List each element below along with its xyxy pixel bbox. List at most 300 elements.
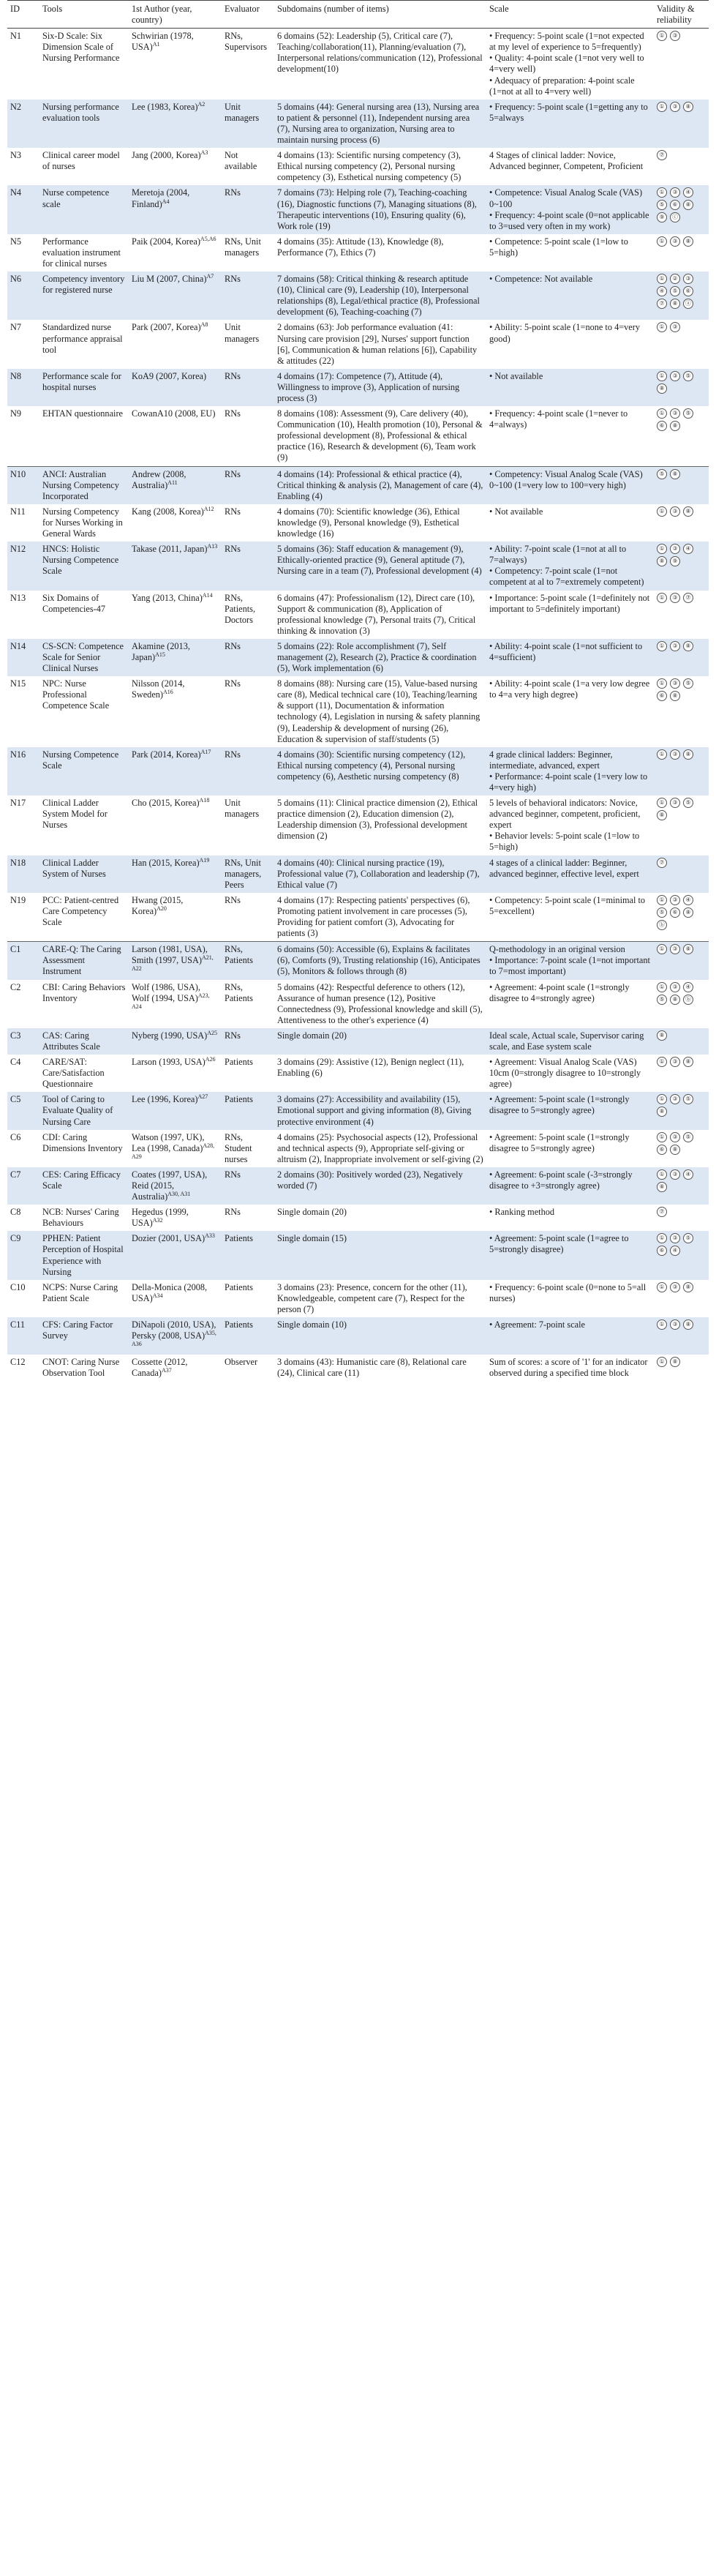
validity-marker-icon: ⑤: [683, 678, 693, 689]
cell-validity: [654, 29, 709, 100]
cell-tool: PPHEN: Patient Perception of Hospital Experience with Nursing: [39, 1231, 129, 1279]
cell-id: N17: [10, 798, 26, 809]
cell-validity: [654, 369, 709, 406]
validity-marker-icon: ③: [670, 641, 680, 651]
cell-author: [129, 504, 222, 542]
cell-author: [129, 466, 222, 504]
cell-scale: [486, 320, 654, 368]
author-text: Park (2014, Korea): [132, 749, 201, 760]
scale-line: • Ability: 4-point scale (1=a very low degree to 4=a very high degree): [489, 678, 650, 700]
cell-author: [129, 980, 222, 1028]
author-reference: A5,A6: [200, 235, 216, 242]
cell-subdomains: Single domain (15): [274, 1231, 486, 1279]
author-reference: A16: [163, 689, 173, 696]
cell-evaluator: RNs: [225, 894, 241, 905]
cell-id: N12: [7, 542, 39, 590]
author-text: Nyberg (1990, USA): [132, 1030, 208, 1041]
author-reference: A32: [152, 1217, 163, 1224]
cell-subdomains: 4 domains (14): Professional & ethical practice (4), Critical thinking & analysis (2), Management of care (4), Enabling (4): [274, 466, 486, 504]
author-reference: A4: [162, 198, 170, 205]
author-reference: A34: [152, 1292, 163, 1299]
cell-subdomains: Single domain (20): [277, 1207, 347, 1218]
scale-line: • Agreement: 5-point scale (1=agree to 5=strongly disagree): [489, 1233, 629, 1255]
cell-author: [129, 406, 222, 466]
cell-evaluator: RNs, Patients: [225, 981, 253, 1003]
cell-subdomains: 7 domains (58): Critical thinking & research aptitude (10), Clinical care (9), Leadership (10), Interpersonal relationships (8), Legal/ethical practice (8), Professional development (6), Teaching-coaching (7): [274, 272, 486, 320]
scale-line: • Frequency: 5-point scale (1=not expected at my level of experience to 5=frequently): [489, 31, 644, 53]
validity-marker-icon: ⑧: [683, 1319, 693, 1330]
validity-marker-icon: ⑥: [657, 421, 667, 431]
cell-evaluator: RNs: [222, 542, 274, 590]
validity-marker-icon: ④: [657, 286, 667, 296]
cell-author: [129, 942, 222, 980]
author-text: Coates (1997, USA), Reid (2015, Australia): [132, 1169, 208, 1202]
nursing-competency-tools-table: [7, 0, 709, 1382]
cell-id: N11: [10, 506, 26, 517]
cell-id: N6: [7, 272, 39, 320]
cell-subdomains: 4 domains (25): Psychosocial aspects (12), Professional and technical aspects (9), Appropriate self-giving or altruism (2), Inappropriate involvement or self-giving (2): [277, 1131, 483, 1164]
cell-author: [129, 320, 222, 368]
cell-scale: [486, 855, 654, 893]
scale-line: • Agreement: 5-point scale (1=strongly disagree to 5=strongly agree): [489, 1131, 630, 1153]
cell-tool: CS-SCN: Competence Scale for Senior Clinical Nurses: [39, 639, 129, 676]
scale-line: • Quality: 4-point scale (1=not very well to 4=very well): [489, 53, 644, 75]
cell-scale: [486, 1130, 654, 1167]
validity-marker-icon: ①: [657, 798, 667, 808]
cell-tool: Nursing Competence Scale: [39, 747, 129, 795]
author-text: Liu M (2007, China): [132, 274, 207, 285]
validity-marker-icon: ⑥: [670, 907, 680, 918]
table-row: [7, 1167, 709, 1205]
cell-tool: ANCI: Australian Nursing Competency Incorporated: [39, 466, 129, 504]
author-text: DiNapoli (2010, USA), Persky (2008, USA): [132, 1319, 216, 1341]
cell-evaluator: RNs: [225, 506, 241, 517]
scale-line: • Behavior levels: 5-point scale (1=low to 5=high): [489, 831, 640, 853]
author-reference: A25: [207, 1029, 218, 1036]
scale-line: • Competency: Visual Analog Scale (VAS) 0~100 (1=very low to 100=very high): [489, 468, 643, 490]
cell-scale: [486, 1092, 654, 1129]
validity-marker-icon: ③: [670, 187, 680, 198]
author-text: Jang (2000, Korea): [132, 150, 201, 161]
cell-subdomains: 3 domains (43): Humanistic care (8), Relational care (24), Clinical care (11): [277, 1357, 467, 1379]
author-reference: A21, A22: [132, 954, 214, 973]
cell-tool: Performance evaluation instrument for clinical nurses: [42, 236, 121, 269]
validity-marker-icon: ①: [657, 944, 667, 954]
cell-scale: [486, 1231, 654, 1279]
scale-line: • Frequency: 6-point scale (0=none to 5=all nurses): [489, 1281, 647, 1303]
author-reference: A28, A29: [132, 1142, 215, 1160]
validity-marker-icon: ①: [657, 641, 667, 651]
cell-validity: [654, 1092, 709, 1129]
author-reference: A17: [200, 748, 211, 755]
cell-evaluator: RNs, Unit managers, Peers: [222, 855, 274, 893]
cell-scale: [486, 893, 654, 942]
cell-evaluator: RNs: [222, 185, 274, 233]
validity-marker-icon: ⑤: [683, 371, 693, 381]
author-text: Schwirian (1978, USA): [132, 31, 194, 53]
cell-validity: [654, 466, 709, 504]
cell-evaluator: RNs: [222, 639, 274, 676]
cell-validity: [654, 1028, 709, 1055]
scale-line: • Importance: 7-point scale (1=not important to 7=most important): [489, 955, 650, 977]
author-reference: A26: [205, 1055, 216, 1063]
validity-marker-icon: ③: [670, 408, 680, 419]
author-reference: A11: [167, 479, 178, 486]
validity-marker-icon: ⑤: [683, 408, 693, 419]
table-body: [7, 29, 709, 1382]
cell-scale: [486, 1205, 654, 1231]
author-reference: A3: [200, 149, 208, 157]
validity-marker-icon: ③: [670, 678, 680, 689]
table-row: [7, 1028, 709, 1055]
header-validity: Validity & reliability: [654, 1, 709, 29]
scale-line: • Performance: 4-point scale (1=very low to 4=very high): [489, 771, 648, 793]
cell-evaluator: RNs: [222, 1028, 274, 1055]
validity-marker-icon: ⑧: [670, 469, 680, 479]
cell-author: [129, 1317, 222, 1355]
cell-id: N2: [7, 100, 39, 148]
cell-author: [129, 1205, 222, 1231]
cell-author: [129, 1167, 222, 1205]
author-text: Wolf (1986, USA), Wolf (1994, USA): [132, 981, 200, 1003]
validity-marker-icon: ⑧: [683, 200, 693, 210]
validity-marker-icon: ②: [670, 274, 680, 284]
validity-marker-icon: ①: [657, 1057, 667, 1067]
author-text: Larson (1993, USA): [132, 1057, 206, 1068]
scale-line: • Frequency: 5-point scale (1=getting any to 5=always: [489, 101, 648, 123]
cell-tool: NCPS: Nurse Caring Patient Scale: [42, 1281, 118, 1303]
cell-author: [129, 542, 222, 590]
author-text: Park (2007, Korea): [132, 322, 201, 333]
cell-subdomains: 5 domains (11): Clinical practice dimension (2), Ethical practice dimension (2), Education dimension (2), Leadership dimension (3), Professional development dimension (2): [277, 798, 478, 842]
table-row: [7, 1130, 709, 1167]
scale-line: Q-methodology in an original version: [489, 944, 625, 955]
validity-marker-icon: ③: [670, 1132, 680, 1142]
cell-evaluator: Patients: [222, 1231, 274, 1279]
scale-line: 4 Stages of clinical ladder: Novice, Advanced beginner, Competent, Proficient: [489, 150, 644, 172]
cell-author: [129, 1092, 222, 1129]
validity-marker-icon: ⑤: [657, 995, 667, 1005]
cell-validity: [654, 1280, 709, 1317]
cell-subdomains: 7 domains (73): Helping role (7), Teaching-coaching (16), Diagnostic functions (7), Managing situations (8), Therapeutic interventions (10), Ensuring quality (6), Work role (19): [274, 185, 486, 233]
cell-evaluator: Observer: [225, 1357, 258, 1368]
validity-marker-icon: ③: [670, 982, 680, 992]
table-row: [7, 272, 709, 320]
scale-line: Ideal scale, Actual scale, Supervisor caring scale, and Ease system scale: [489, 1030, 644, 1052]
validity-marker-icon: ③: [670, 593, 680, 603]
validity-marker-icon: ⑧: [683, 1282, 693, 1292]
table-row: [7, 1231, 709, 1279]
cell-author: [129, 639, 222, 676]
cell-tool: NCB: Nurses' Caring Behaviours: [42, 1207, 119, 1229]
author-text: Nilsson (2014, Sweden): [132, 678, 185, 700]
cell-subdomains: 6 domains (50): Accessible (6), Explains & facilitates (6), Comforts (9), Trusting relationship (16), Anticipates (5), Monitors & follows through (8): [274, 942, 486, 980]
validity-marker-icon: ⑧: [657, 556, 667, 566]
table-row: [7, 504, 709, 542]
table-page: [7, 0, 709, 2576]
scale-line: Sum of scores: a score of '1' for an indicator observed during a specified time block: [489, 1357, 648, 1379]
author-reference: A13: [207, 543, 218, 550]
author-text: Lee (1983, Korea): [132, 101, 198, 112]
table-row: [7, 1205, 709, 1231]
cell-evaluator: RNs: [222, 747, 274, 795]
table-row: [7, 320, 709, 368]
table-row: [7, 942, 709, 980]
table-row: [7, 369, 709, 406]
cell-scale: [486, 406, 654, 466]
validity-marker-icon: ①: [657, 982, 667, 992]
scale-line: • Competence: Not available: [489, 274, 593, 285]
validity-marker-icon: ⑦: [657, 858, 667, 868]
validity-marker-icon: ③: [670, 1169, 680, 1180]
validity-marker-icon: ①: [657, 371, 667, 381]
cell-validity: [654, 406, 709, 466]
author-reference: A23, A24: [132, 992, 210, 1010]
cell-tool: Tool of Caring to Evaluate Quality of Nursing Care: [39, 1092, 129, 1129]
cell-validity: [654, 676, 709, 747]
cell-validity: [654, 1055, 709, 1092]
validity-marker-icon: ⑧: [670, 1145, 680, 1155]
cell-scale: [486, 1317, 654, 1355]
author-reference: A35, A36: [132, 1330, 216, 1348]
cell-tool: Six-D Scale: Six Dimension Scale of Nursing Performance: [42, 31, 120, 64]
validity-marker-icon: ①: [657, 1233, 667, 1243]
cell-evaluator: RNs, Patients, Doctors: [225, 592, 256, 625]
cell-evaluator: RNs: [225, 408, 241, 419]
cell-author: [129, 272, 222, 320]
cell-subdomains: Single domain (10): [274, 1317, 486, 1355]
author-text: Dozier (2001, USA): [132, 1233, 206, 1244]
author-reference: A37: [161, 1367, 172, 1374]
scale-line: • Importance: 5-point scale (1=definitely not important to 5=definitely important): [489, 592, 650, 614]
cell-subdomains: 6 domains (47): Professionalism (12), Direct care (10), Support & communication (8), Application of professional knowledge (7), Personal traits (7), Critical thinking & innovation (3): [277, 592, 476, 636]
validity-marker-icon: ⑦: [683, 593, 693, 603]
cell-scale: [486, 466, 654, 504]
cell-author: [129, 1028, 222, 1055]
cell-id: N16: [7, 747, 39, 795]
author-text: Larson (1981, USA), Smith (1997, USA): [132, 944, 208, 966]
validity-marker-icon: ⑧: [657, 1107, 667, 1117]
cell-id: N8: [7, 369, 39, 406]
cell-validity: [654, 504, 709, 542]
validity-marker-icon: ⑧: [683, 506, 693, 517]
cell-validity: [654, 320, 709, 368]
author-reference: A7: [206, 272, 214, 280]
cell-subdomains: 3 domains (29): Assistive (12), Benign neglect (11), Enabling (6): [277, 1057, 464, 1079]
header-id: ID: [7, 1, 39, 29]
scale-line: • Ability: 7-point scale (1=not at all to 7=always): [489, 544, 627, 566]
cell-evaluator: RNs: [222, 466, 274, 504]
cell-evaluator: Patients: [225, 1281, 253, 1292]
validity-marker-icon: ⑧: [670, 421, 680, 431]
table-row: [7, 1055, 709, 1092]
validity-marker-icon: ⑦: [657, 150, 667, 160]
validity-marker-icon: ③: [670, 798, 680, 808]
cell-scale: [486, 639, 654, 676]
validity-marker-icon: ④: [683, 982, 693, 992]
cell-tool: Nursing performance evaluation tools: [39, 100, 129, 148]
cell-scale: [486, 100, 654, 148]
cell-validity: [654, 1231, 709, 1279]
validity-marker-icon: ⑤: [657, 200, 667, 210]
cell-tool: CFS: Caring Factor Survey: [39, 1317, 129, 1355]
scale-line: • Agreement: 5-point scale (1=strongly disagree to 5=strongly agree): [489, 1094, 630, 1116]
author-text: CowanA10 (2008, EU): [132, 408, 216, 419]
cell-validity: [654, 747, 709, 795]
author-reference: A18: [199, 797, 210, 804]
cell-tool: EHTAN questionnaire: [42, 408, 123, 419]
cell-author: [129, 100, 222, 148]
validity-marker-icon: ①: [657, 102, 667, 112]
cell-evaluator: RNs: [222, 272, 274, 320]
validity-marker-icon: ①: [657, 506, 667, 517]
validity-marker-icon: ③: [670, 544, 680, 554]
validity-marker-icon: ④: [683, 544, 693, 554]
validity-marker-icon: ③: [683, 274, 693, 284]
validity-marker-icon: ③: [670, 749, 680, 760]
validity-marker-icon: ①: [657, 408, 667, 419]
validity-marker-icon: ③: [670, 236, 680, 247]
author-text: Cossette (2012, Canada): [132, 1357, 188, 1379]
scale-line: 4 grade clinical ladders: Beginner, intermediate, advanced, expert: [489, 749, 613, 771]
cell-validity: [654, 1167, 709, 1205]
validity-marker-icon: ⑤: [670, 286, 680, 296]
cell-subdomains: 4 domains (35): Attitude (13), Knowledge (8), Performance (7), Ethics (7): [277, 236, 444, 258]
table-row: [7, 591, 709, 639]
validity-marker-icon: ⓐ: [683, 299, 693, 309]
author-reference: A2: [197, 100, 206, 108]
cell-author: [129, 591, 222, 639]
validity-marker-icon: ⓑ: [683, 995, 693, 1005]
cell-tool: CARE/SAT: Care/Satisfaction Questionnaire: [42, 1057, 105, 1090]
cell-subdomains: 4 domains (17): Respecting patients' perspectives (6), Promoting patient involvement in care processes (5), Providing for patient comfort (3), Advocating for patients (3): [277, 894, 470, 939]
cell-id: N7: [10, 322, 22, 333]
cell-author: [129, 676, 222, 747]
cell-scale: [486, 234, 654, 272]
cell-tool: Nursing Competency for Nurses Working in General Wards: [42, 506, 123, 539]
author-text: Kang (2008, Korea): [132, 506, 204, 517]
validity-marker-icon: ①: [657, 1132, 667, 1142]
validity-marker-icon: ③: [670, 944, 680, 954]
cell-validity: [654, 148, 709, 185]
cell-subdomains: 4 domains (17): Competence (7), Attitude (4), Willingness to improve (3), Application of nursing process (3): [274, 369, 486, 406]
cell-tool: Standardized nurse performance appraisal tool: [42, 322, 123, 355]
scale-line: • Ability: 4-point scale (1=not sufficient to 4=sufficient): [489, 640, 643, 662]
cell-tool: Nurse competence scale: [39, 185, 129, 233]
cell-evaluator: RNs, Supervisors: [225, 31, 268, 53]
cell-id: N15: [10, 678, 26, 689]
validity-marker-icon: ⑨: [657, 212, 667, 222]
cell-tool: CDI: Caring Dimensions Inventory: [42, 1131, 123, 1153]
header-subdomains: Subdomains (number of items): [274, 1, 486, 29]
cell-validity: [654, 980, 709, 1028]
table-row: [7, 795, 709, 855]
table-row: [7, 747, 709, 795]
cell-subdomains: 6 domains (52): Leadership (5), Critical care (7), Teaching/collaboration(11), Planning/evaluation (7), Interpersonal relations/communication (12), Professional development(10): [277, 31, 483, 75]
cell-author: [129, 795, 222, 855]
validity-marker-icon: ①: [657, 187, 667, 198]
cell-tool: CARE-Q: The Caring Assessment Instrument: [39, 942, 129, 980]
cell-tool: Performance scale for hospital nurses: [39, 369, 129, 406]
validity-marker-icon: ⑤: [683, 1094, 693, 1104]
cell-validity: [654, 795, 709, 855]
cell-validity: [654, 591, 709, 639]
table-row: [7, 148, 709, 185]
cell-scale: [486, 980, 654, 1028]
cell-scale: [486, 676, 654, 747]
cell-id: C10: [10, 1281, 26, 1292]
author-reference: A27: [197, 1093, 208, 1101]
author-reference: A1: [152, 41, 160, 48]
author-reference: A14: [202, 591, 213, 599]
author-text: Akamine (2013, Japan): [132, 640, 190, 662]
cell-evaluator: RNs: [225, 1207, 241, 1218]
cell-id: N13: [10, 592, 26, 603]
cell-id: C12: [10, 1357, 26, 1368]
cell-subdomains: 4 domains (40): Clinical nursing practice (19), Professional value (7), Collaboration and leadership (7), Ethical value (7): [274, 855, 486, 893]
cell-validity: [654, 1205, 709, 1231]
validity-marker-icon: ⑨: [670, 556, 680, 566]
validity-marker-icon: ①: [657, 895, 667, 905]
author-text: KoA9 (2007, Korea): [132, 370, 207, 381]
validity-marker-icon: ④: [683, 187, 693, 198]
header-author: 1st Author (year, country): [129, 1, 222, 29]
cell-tool: Clinical Ladder System of Nurses: [39, 855, 129, 893]
cell-author: [129, 747, 222, 795]
scale-line: • Agreement: 4-point scale (1=strongly disagree to 4=strongly agree): [489, 981, 630, 1003]
table-row: [7, 639, 709, 676]
author-reference: A12: [203, 505, 214, 512]
cell-evaluator: Patients: [222, 1317, 274, 1355]
validity-marker-icon: ①: [657, 31, 667, 41]
table-row: [7, 1092, 709, 1129]
cell-evaluator: RNs: [222, 369, 274, 406]
validity-marker-icon: ①: [657, 1094, 667, 1104]
validity-marker-icon: ③: [670, 506, 680, 517]
cell-subdomains: 5 domains (42): Respectful deference to others (12), Assurance of human presence (12), Positive Connectedness (9), Professional knowledge and skill (5), Attentiveness to the other's experience (4): [277, 981, 483, 1025]
cell-validity: [654, 185, 709, 233]
table-row: [7, 29, 709, 100]
cell-scale: [486, 1028, 654, 1055]
cell-id: C4: [10, 1057, 21, 1068]
cell-tool: HNCS: Holistic Nursing Competence Scale: [39, 542, 129, 590]
validity-marker-icon: ⑥: [657, 1145, 667, 1155]
scale-line: • Agreement: Visual Analog Scale (VAS) 10cm (0=strongly disagree to 10=strongly agree): [489, 1057, 641, 1090]
cell-validity: [654, 100, 709, 148]
validity-marker-icon: ①: [657, 1282, 667, 1292]
scale-line: • Adequacy of preparation: 4-point scale (1=not at all to 4=very well): [489, 75, 635, 97]
validity-marker-icon: ⑤: [657, 907, 667, 918]
validity-marker-icon: ①: [657, 236, 667, 247]
scale-line: • Ranking method: [489, 1207, 555, 1218]
validity-marker-icon: ①: [657, 593, 667, 603]
validity-marker-icon: ⑧: [683, 944, 693, 954]
validity-marker-icon: ⑧: [670, 299, 680, 309]
validity-marker-icon: ⑦: [657, 299, 667, 309]
validity-marker-icon: ①: [657, 749, 667, 760]
cell-id: C8: [10, 1207, 21, 1218]
table-row: [7, 100, 709, 148]
validity-marker-icon: ⑧: [683, 749, 693, 760]
cell-validity: [654, 639, 709, 676]
validity-marker-icon: ⑥: [683, 286, 693, 296]
cell-author: [129, 29, 222, 100]
cell-author: [129, 1055, 222, 1092]
scale-line: • Ability: 5-point scale (1=none to 4=very good): [489, 322, 641, 344]
validity-marker-icon: ⑧: [683, 1057, 693, 1067]
author-text: Hwang (2015, Korea): [132, 894, 184, 916]
author-reference: A19: [199, 856, 210, 864]
